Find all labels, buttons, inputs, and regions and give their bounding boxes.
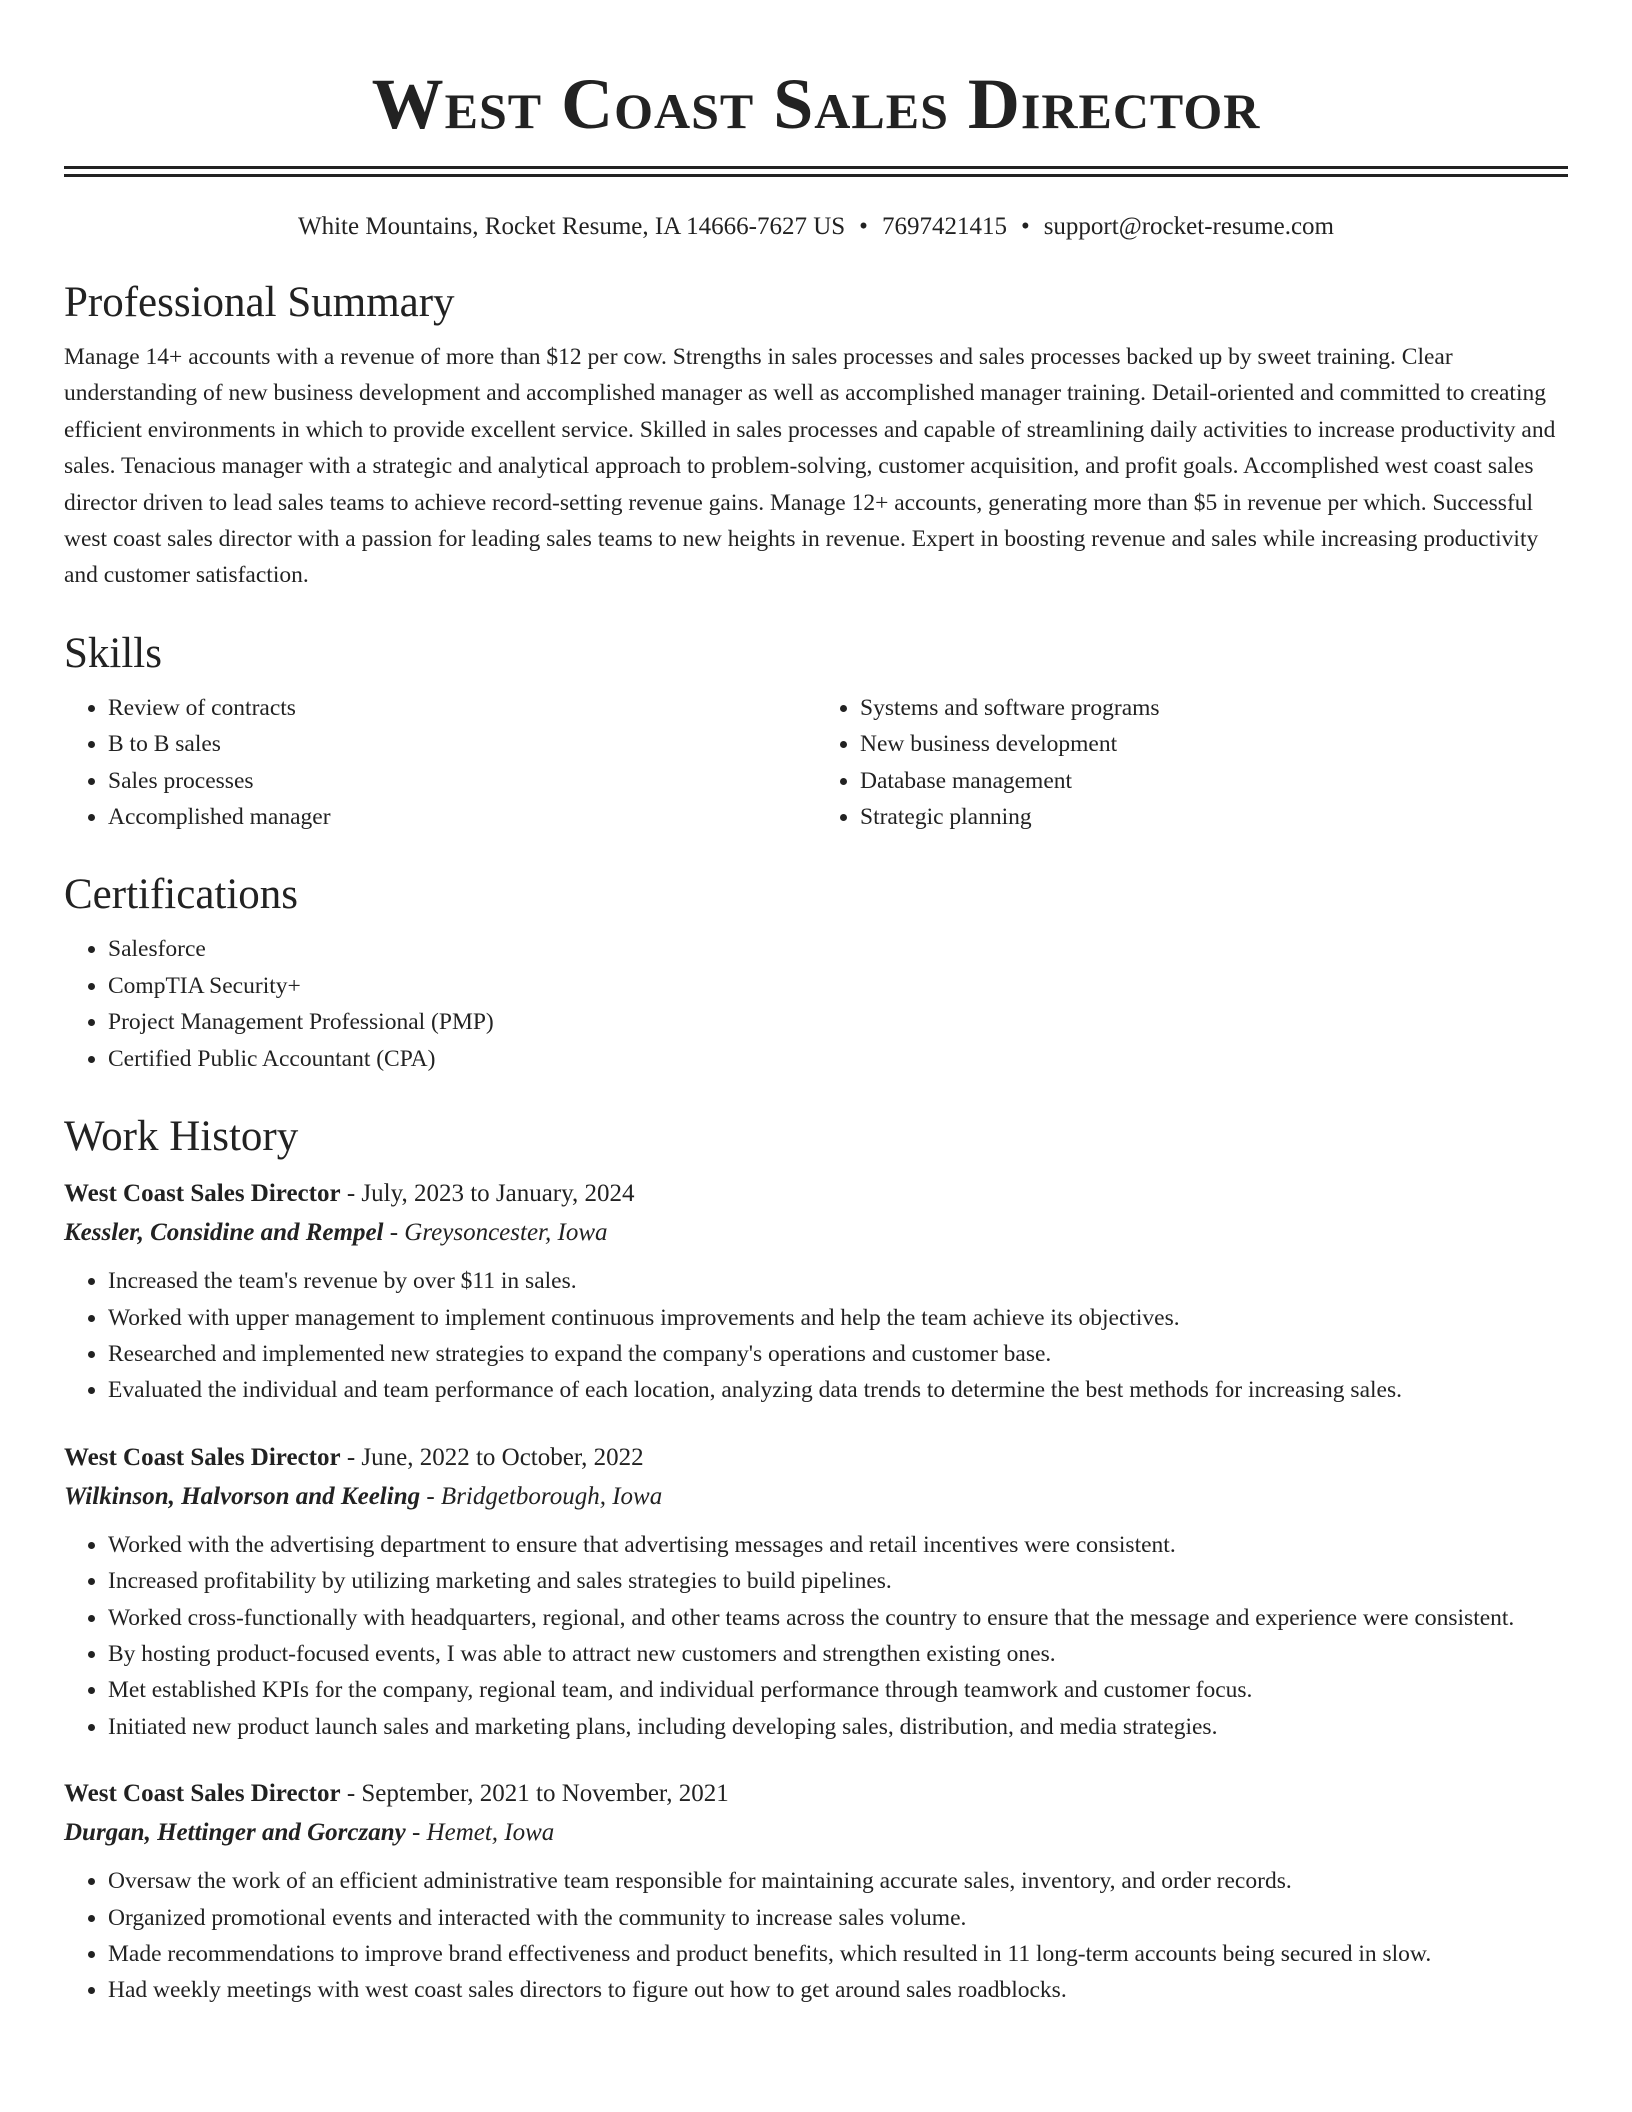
job-bullets	[64, 1527, 1568, 1745]
job-header	[64, 1775, 1568, 1813]
skill-item: • Accomplished manager	[108, 799, 816, 835]
summary-heading: Professional Summary	[64, 279, 455, 326]
job-entry	[64, 1175, 1568, 1409]
job-company: Durgan, Hettinger and Gorczany	[64, 1819, 406, 1847]
job-bullet: • Researched and implemented new strategies to expand the company's operations and customer base.	[108, 1336, 1568, 1372]
certification-item: • CompTIA Security+	[108, 968, 1568, 1004]
job-bullet: • Oversaw the work of an efficient administrative team responsible for maintaining accurate sales, inventory, and order records.	[108, 1863, 1568, 1899]
job-company: Wilkinson, Halvorson and Keeling	[64, 1482, 421, 1510]
certification-item: • Salesforce	[108, 931, 1568, 967]
job-dates: - July, 2023 to January, 2024	[340, 1180, 635, 1208]
certification-item: • Certified Public Accountant (CPA)	[108, 1041, 1568, 1077]
job-location: - Hemet, Iowa	[405, 1819, 555, 1847]
certification-item: • Project Management Professional (PMP)	[108, 1004, 1568, 1040]
job-bullet: • Increased the team's revenue by over $11 in sales.	[108, 1263, 1568, 1299]
job-company: Kessler, Considine and Rempel	[64, 1219, 384, 1247]
skill-item: • Database management	[860, 763, 1568, 799]
job-bullet: • Made recommendations to improve brand effectiveness and product benefits, which resulted in 11 long-term accounts being secured in slow.	[108, 1936, 1568, 1972]
job-employer	[64, 1213, 1568, 1253]
job-dates: - June, 2022 to October, 2022	[340, 1443, 644, 1471]
header-divider-bottom	[64, 174, 1568, 177]
skills-list-left	[64, 690, 816, 836]
job-header	[64, 1439, 1568, 1477]
resume-page	[64, 0, 1568, 2009]
certifications-list	[64, 931, 1568, 1077]
contact-address: White Mountains, Rocket Resume, IA 14666-7627 US	[298, 213, 846, 240]
summary-text: Manage 14+ accounts with a revenue of more than $12 per cow. Strengths in sales processes and sales processes backed up by sweet training. Clear understanding of new business development and accomplished manager as well as accomplished manager training. Detail-oriented and committed to creating efficient environments in which to provide excellent service. Skilled in sales processes and capable of streamlining daily activities to increase productivity and sales. Tenacious manager with a strategic and analytical approach to problem-solving, customer acquisition, and profit goals. Accomplished west coast sales director driven to lead sales teams to achieve record-setting revenue gains. Manage 12+ accounts, generating more than $5 in revenue per which. Successful west coast sales director with a passion for leading sales teams to new heights in revenue. Expert in boosting revenue and sales while increasing productivity and customer satisfaction.	[64, 344, 1556, 589]
skill-item: • New business development	[860, 726, 1568, 762]
job-bullet: • By hosting product-focused events, I was able to attract new customers and strengthen existing ones.	[108, 1636, 1568, 1672]
job-dates: - September, 2021 to November, 2021	[340, 1780, 729, 1808]
job-title: West Coast Sales Director	[64, 1443, 341, 1471]
job-entry	[64, 1439, 1568, 1745]
job-employer	[64, 1477, 1568, 1517]
job-bullet: • Met established KPIs for the company, regional team, and individual performance through teamwork and customer focus.	[108, 1672, 1568, 1708]
job-header	[64, 1175, 1568, 1213]
job-location: - Bridgetborough, Iowa	[420, 1482, 663, 1510]
job-location: - Greysoncester, Iowa	[383, 1219, 608, 1247]
job-entry	[64, 1775, 1568, 2009]
job-bullets	[64, 1263, 1568, 1409]
contact-phone: 7697421415	[881, 213, 1007, 240]
certifications-heading: Certifications	[64, 871, 299, 919]
job-title: West Coast Sales Director	[64, 1780, 341, 1808]
job-bullet: • Increased profitability by utilizing marketing and sales strategies to build pipelines.	[108, 1563, 1568, 1599]
job-bullet: • Worked with upper management to implement continuous improvements and help the team achieve its objectives.	[108, 1300, 1568, 1336]
skill-item: • Systems and software programs	[860, 690, 1568, 726]
job-title: West Coast Sales Director	[64, 1180, 341, 1208]
contact-separator: •	[859, 213, 868, 240]
job-bullet: • Initiated new product launch sales and marketing plans, including developing sales, distribution, and media strategies.	[108, 1709, 1568, 1745]
skills-list-right	[816, 690, 1568, 836]
job-employer	[64, 1813, 1568, 1853]
work-history-heading: Work History	[64, 1113, 299, 1161]
job-bullet: • Worked with the advertising department to ensure that advertising messages and retail incentives were consistent.	[108, 1527, 1568, 1563]
skill-item: • Sales processes	[108, 763, 816, 799]
skill-item: • Strategic planning	[860, 799, 1568, 835]
skills-heading: Skills	[64, 629, 162, 677]
skills-columns	[64, 690, 1568, 836]
job-bullet: • Organized promotional events and interacted with the community to increase sales volume.	[108, 1900, 1568, 1936]
job-bullet: • Had weekly meetings with west coast sales directors to figure out how to get around sales roadblocks.	[108, 1972, 1568, 2008]
skill-item: • B to B sales	[108, 726, 816, 762]
skill-item: • Review of contracts	[108, 690, 816, 726]
job-bullet: • Worked cross-functionally with headquarters, regional, and other teams across the country to ensure that the message and experience were consistent.	[108, 1600, 1568, 1636]
contact-line	[64, 211, 1568, 243]
job-bullet: • Evaluated the individual and team performance of each location, analyzing data trends to determine the best methods for increasing sales.	[108, 1372, 1568, 1408]
resume-name: West Coast Sales Director	[371, 64, 1261, 144]
contact-email[interactable]: support@rocket-resume.com	[1043, 213, 1334, 240]
job-bullets	[64, 1863, 1568, 2009]
contact-separator: •	[1020, 213, 1030, 240]
